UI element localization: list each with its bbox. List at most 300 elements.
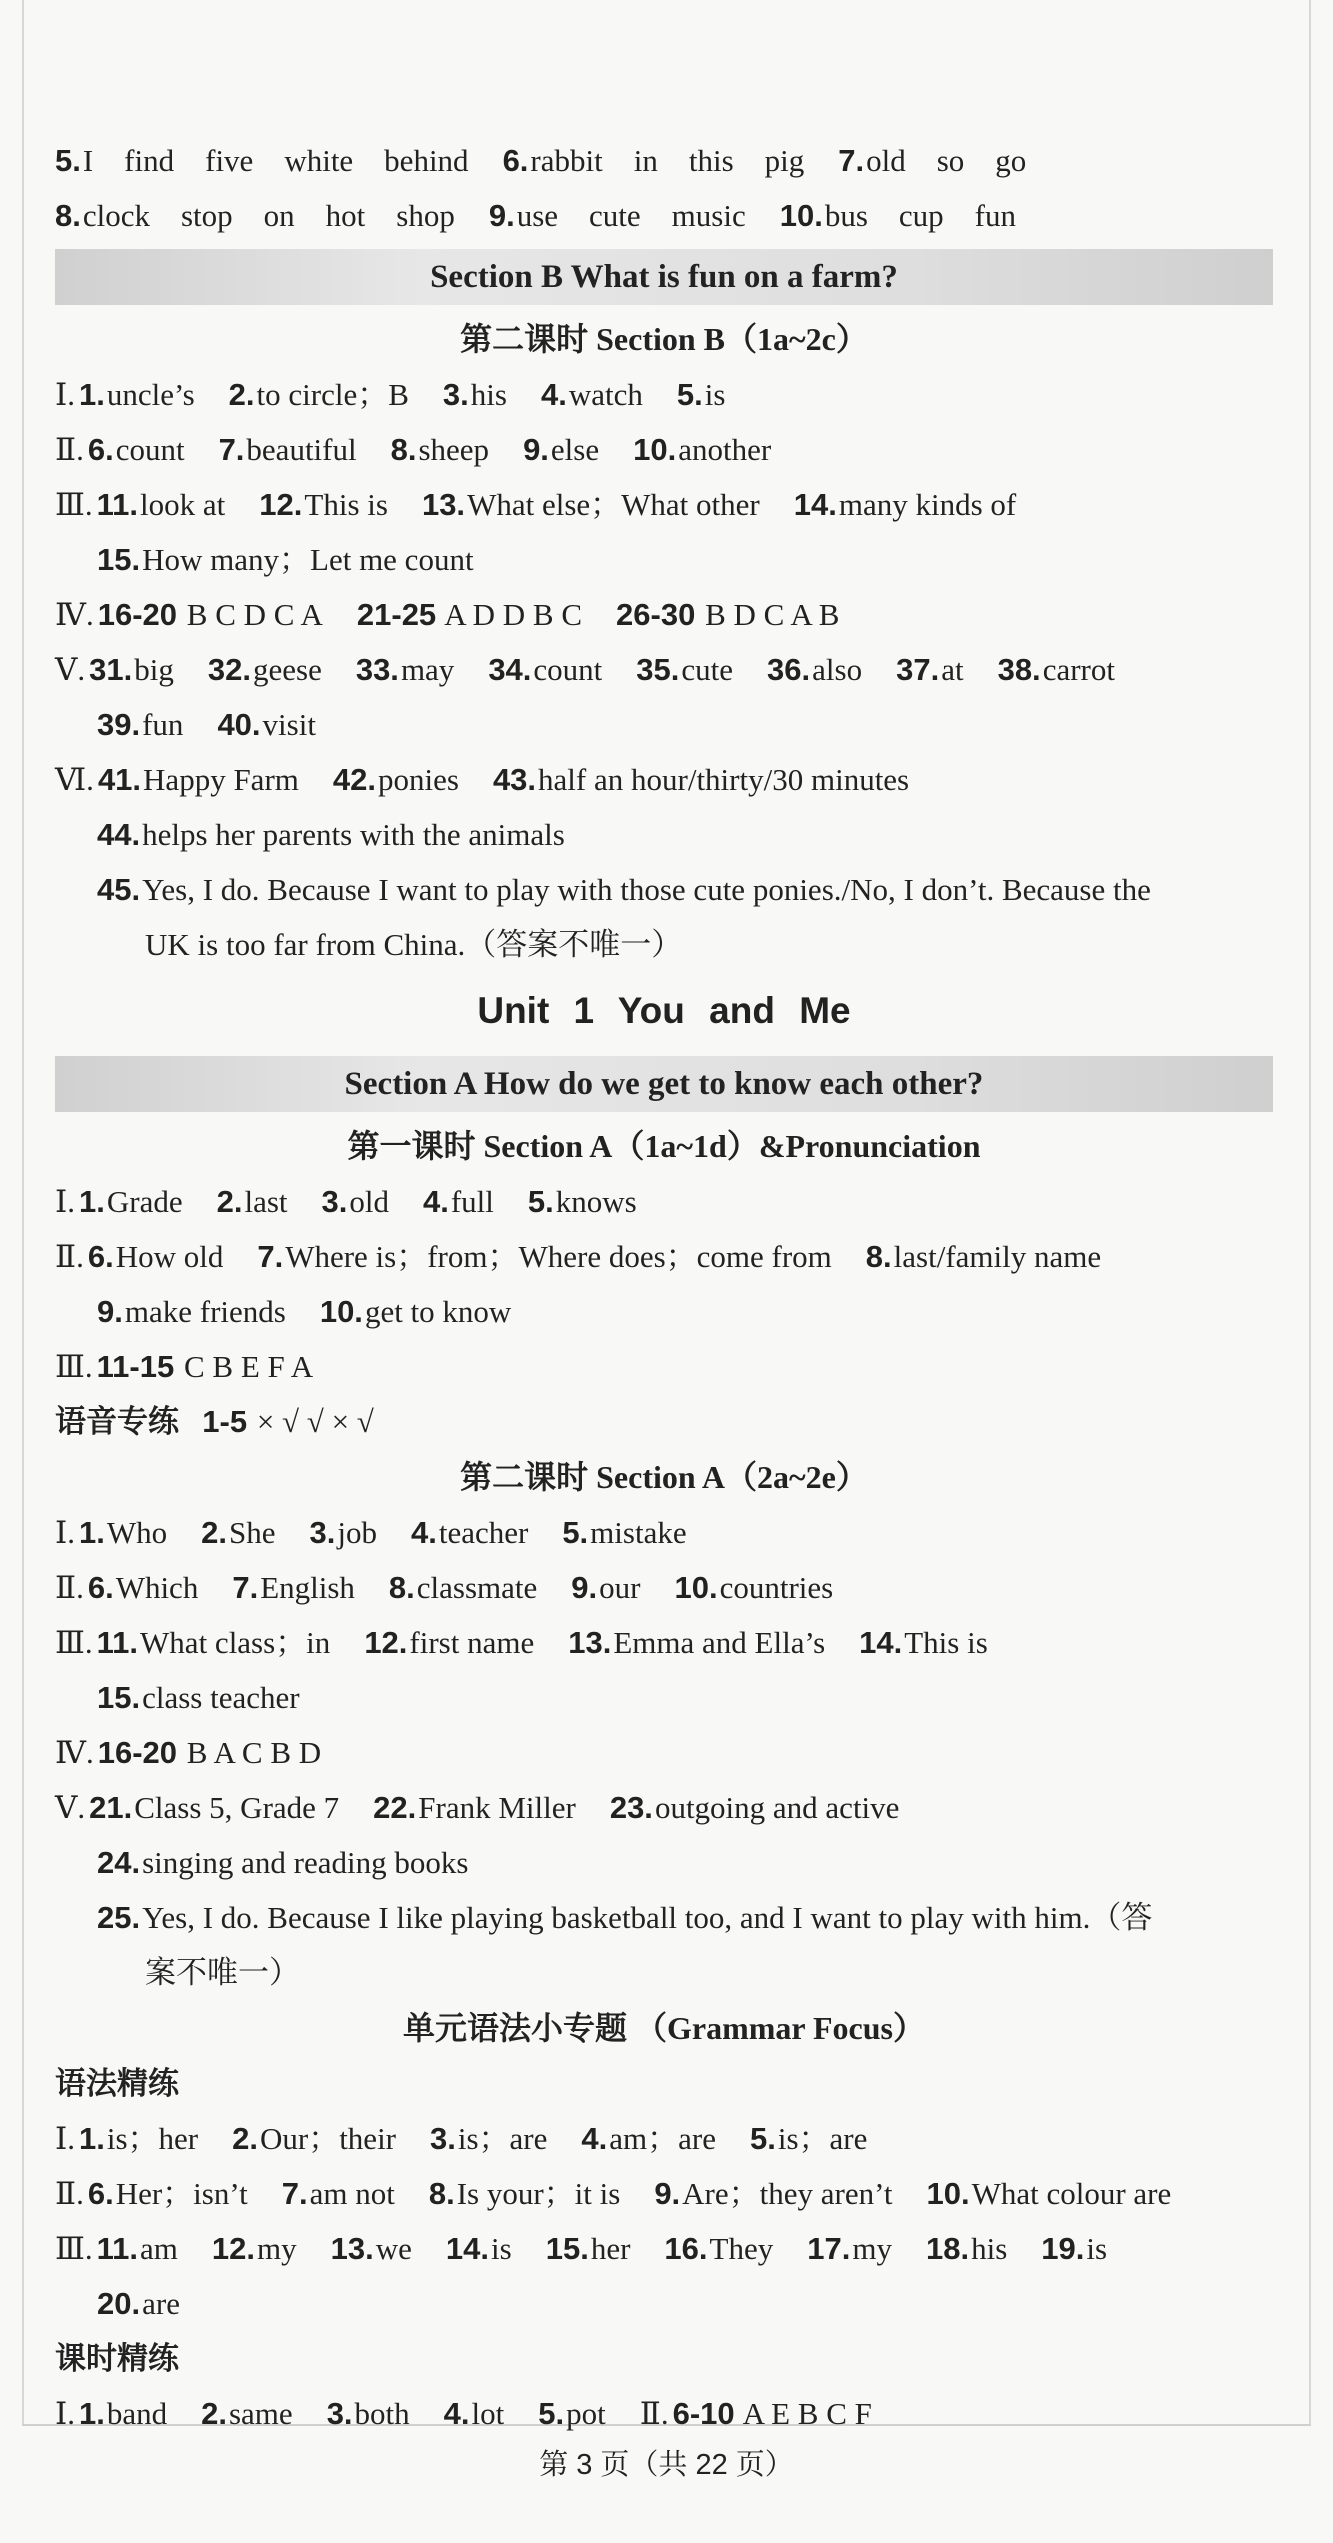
answer-item xyxy=(391,432,489,467)
answer-text: C B E F A xyxy=(176,1349,314,1384)
question-number: 33. xyxy=(355,652,399,687)
question-number: 5. xyxy=(676,377,703,412)
answer-item xyxy=(807,2231,892,2266)
answer-text: is；are xyxy=(457,2121,548,2156)
answer-line xyxy=(55,2221,1273,2276)
answer-item xyxy=(616,597,839,632)
a2-q25-line2: 案不唯一） xyxy=(145,1955,300,1990)
lesson-b-title: 第二课时 Section B（1a~2c） xyxy=(460,321,868,357)
answer-text: mistake xyxy=(590,1515,687,1550)
answer-text: A E B C F xyxy=(736,2396,872,2431)
answer-text: my xyxy=(257,2231,297,2266)
question-number: 6. xyxy=(87,1570,114,1605)
pronunciation-label: 语音专练 xyxy=(55,1404,179,1439)
answer-text: look at xyxy=(140,487,226,522)
question-number: 15. xyxy=(97,542,141,577)
answer-item xyxy=(541,377,643,412)
answer-item xyxy=(333,762,459,797)
answer-text: carrot xyxy=(1042,652,1115,687)
roman-numeral: Ⅲ. xyxy=(55,1625,93,1660)
answer-line xyxy=(55,422,1273,477)
answer-item xyxy=(633,432,771,467)
answer-text: another xyxy=(678,432,772,467)
answer-item xyxy=(327,2396,410,2431)
answer-text: full xyxy=(450,1184,494,1219)
question-number: 40. xyxy=(217,707,261,742)
a2-q25-line1: 25.Yes, I do. Because I like playing basketball too, and I want to play with him.（答 xyxy=(97,1900,1153,1935)
left-border xyxy=(22,0,24,2425)
answer-item xyxy=(79,1184,183,1219)
answer-item xyxy=(257,1239,831,1274)
right-border xyxy=(1309,0,1311,2425)
question-number: 5. xyxy=(55,143,81,178)
question-number: 11-15 xyxy=(96,1349,175,1384)
answer-text: first name xyxy=(409,1625,535,1660)
answer-item xyxy=(232,1570,355,1605)
answer-item xyxy=(423,1184,494,1219)
question-number: 15. xyxy=(97,1680,141,1715)
question-number: 8. xyxy=(55,198,81,233)
answer-text: Where is；from；Where does；come from xyxy=(285,1239,832,1274)
answer-text: at xyxy=(941,652,964,687)
b-q45-line2: UK is too far from China.（答案不唯一） xyxy=(145,927,683,962)
answer-text: we xyxy=(375,2231,412,2266)
answer-text: is xyxy=(491,2231,512,2266)
answer-text: use cute music xyxy=(516,198,746,233)
question-number: 11. xyxy=(96,487,139,522)
answer-text: is xyxy=(1086,2231,1108,2266)
question-number: 7. xyxy=(218,432,245,467)
answer-line xyxy=(55,1615,1273,1670)
answer-item xyxy=(88,1570,199,1605)
answer-item xyxy=(98,597,323,632)
question-number: 16-20 xyxy=(97,597,178,632)
grammar-label-2: 课时精练 xyxy=(55,2341,179,2376)
answer-text: Frank Miller xyxy=(418,1790,576,1825)
b-q45-line1: 45.Yes, I do. Because I want to play with those cute ponies./No, I don’t. Because the xyxy=(97,872,1151,907)
answer-text: rabbit in this pig xyxy=(530,143,805,178)
answer-item xyxy=(97,487,226,522)
question-number: 6. xyxy=(87,1239,114,1274)
answer-item xyxy=(88,2176,248,2211)
answer-item xyxy=(998,652,1115,687)
answer-text: is xyxy=(704,377,726,412)
answer-item xyxy=(322,1184,389,1219)
answer-item xyxy=(538,2396,605,2431)
answer-item xyxy=(320,1294,511,1329)
question-number: 9. xyxy=(571,1570,598,1605)
question-number: 21-25 xyxy=(356,597,437,632)
answer-item xyxy=(97,2286,180,2321)
question-number: 9. xyxy=(654,2176,681,2211)
answer-item xyxy=(282,2176,395,2211)
answer-text: Grade xyxy=(106,1184,183,1219)
question-number: 14. xyxy=(445,2231,490,2266)
question-number: 32. xyxy=(207,652,251,687)
answer-text: geese xyxy=(252,652,322,687)
question-number: 21. xyxy=(89,1790,133,1825)
question-number: 8. xyxy=(390,432,417,467)
question-number: 7. xyxy=(257,1239,284,1274)
question-number: 15. xyxy=(545,2231,589,2266)
question-number: 7. xyxy=(232,1570,259,1605)
answer-text: bus cup fun xyxy=(824,198,1016,233)
answer-item xyxy=(546,2231,631,2266)
answer-item xyxy=(794,487,1016,522)
answer-item xyxy=(926,2176,1171,2211)
answer-text: countries xyxy=(719,1570,834,1605)
question-number: 9. xyxy=(97,1294,123,1329)
question-number: 4. xyxy=(410,1515,437,1550)
answer-content xyxy=(55,133,1273,2441)
answer-item xyxy=(208,652,322,687)
answer-text: singing and reading books xyxy=(142,1845,469,1880)
answer-line xyxy=(55,587,1273,642)
answer-item xyxy=(373,1790,576,1825)
answer-item xyxy=(98,1735,321,1770)
question-number: 7. xyxy=(838,143,865,178)
question-number: 43. xyxy=(492,762,537,797)
answer-item xyxy=(926,2231,1007,2266)
answer-item xyxy=(664,2231,773,2266)
grammar-title: 单元语法小专题 （Grammar Focus） xyxy=(402,2010,926,2046)
question-number: 4. xyxy=(423,1184,449,1219)
answer-text: half an hour/thirty/30 minutes xyxy=(538,762,910,797)
answer-text: last xyxy=(244,1184,288,1219)
answer-text: outgoing and active xyxy=(654,1790,900,1825)
answer-item xyxy=(780,198,1016,233)
answer-line xyxy=(55,1780,1273,1835)
question-number: 5. xyxy=(562,1515,589,1550)
answer-text: helps her parents with the animals xyxy=(142,817,565,852)
answer-text: band xyxy=(106,2396,168,2431)
answer-item xyxy=(767,652,862,687)
answer-item xyxy=(571,1570,640,1605)
question-number: 20. xyxy=(97,2286,141,2321)
question-number: 1. xyxy=(79,1515,105,1550)
question-number: 19. xyxy=(1041,2231,1085,2266)
answer-item xyxy=(674,1570,833,1605)
roman-numeral: Ⅱ. xyxy=(639,2396,669,2431)
answer-text: also xyxy=(812,652,863,687)
question-number: 1. xyxy=(79,1184,105,1219)
answer-item xyxy=(357,597,582,632)
answer-text: What else；What other xyxy=(467,487,760,522)
question-number: 31. xyxy=(89,652,133,687)
question-number: 1. xyxy=(79,2121,105,2156)
answer-text: same xyxy=(228,2396,293,2431)
answer-line xyxy=(55,2276,1273,2331)
answer-text: She xyxy=(228,1515,276,1550)
grammar-answers xyxy=(55,2111,1273,2331)
section-b-banner: Section B What is fun on a farm? xyxy=(55,249,1273,305)
answer-item xyxy=(229,377,409,412)
answer-line xyxy=(55,1670,1273,1725)
answer-text: ponies xyxy=(378,762,459,797)
answer-item xyxy=(97,707,183,742)
question-number: 41. xyxy=(97,762,142,797)
answer-text: is；are xyxy=(777,2121,868,2156)
question-number: 6. xyxy=(502,143,529,178)
answer-item xyxy=(677,377,726,412)
answer-text: are xyxy=(142,2286,180,2321)
answer-text: What colour are xyxy=(971,2176,1172,2211)
question-number: 4. xyxy=(540,377,567,412)
question-number: 13. xyxy=(421,487,466,522)
answer-text: How many；Let me count xyxy=(142,542,474,577)
answer-item xyxy=(610,1790,900,1825)
answer-line xyxy=(55,2111,1273,2166)
question-number: 3. xyxy=(442,377,469,412)
answer-text: B A C B D xyxy=(179,1735,322,1770)
answer-text: watch xyxy=(568,377,643,412)
question-number: 4. xyxy=(443,2396,470,2431)
answer-text: clock stop on hot shop xyxy=(82,198,455,233)
question-number: 1. xyxy=(79,2396,105,2431)
answer-item xyxy=(232,2121,396,2156)
question-number: 2. xyxy=(228,377,255,412)
question-number: 2. xyxy=(201,1515,227,1550)
question-number: 10. xyxy=(779,198,823,233)
page-footer: 第 3 页（共 22 页） xyxy=(539,2449,794,2481)
answer-line xyxy=(55,1284,1273,1339)
question-number: 9. xyxy=(488,198,515,233)
answer-item xyxy=(79,2396,167,2431)
answer-line xyxy=(55,1229,1273,1284)
answer-text: Is your；it is xyxy=(456,2176,621,2211)
answer-text: Her；isn’t xyxy=(115,2176,248,2211)
answer-item xyxy=(97,2231,178,2266)
answer-item xyxy=(489,198,746,233)
answer-item xyxy=(97,817,565,852)
answer-item xyxy=(259,487,388,522)
question-number: 16-20 xyxy=(97,1735,178,1770)
question-number: 9. xyxy=(523,432,549,467)
question-number: 2. xyxy=(201,2396,227,2431)
roman-numeral: Ⅰ. xyxy=(55,377,75,412)
roman-numeral: Ⅲ. xyxy=(55,1349,93,1384)
answer-text: class teacher xyxy=(142,1680,300,1715)
answer-item xyxy=(97,1349,314,1384)
roman-numeral: Ⅵ. xyxy=(55,762,94,797)
question-number: 24. xyxy=(97,1845,141,1880)
answer-text: get to know xyxy=(364,1294,512,1329)
roman-numeral: Ⅲ. xyxy=(55,487,93,522)
answer-item xyxy=(79,377,195,412)
answer-text: his xyxy=(971,2231,1008,2266)
unit-title: Unit 1 You and Me xyxy=(477,990,851,1031)
answer-item xyxy=(859,1625,988,1660)
answer-text: make friends xyxy=(124,1294,286,1329)
answer-item xyxy=(838,143,1026,178)
question-number: 37. xyxy=(896,652,940,687)
answer-item xyxy=(201,2396,293,2431)
answer-text: job xyxy=(337,1515,377,1550)
answer-line xyxy=(55,1505,1273,1560)
answer-text: lot xyxy=(471,2396,505,2431)
answer-text: count xyxy=(115,432,185,467)
question-number: 6. xyxy=(87,432,114,467)
question-number: 12. xyxy=(259,487,303,522)
answer-text: knows xyxy=(555,1184,637,1219)
answer-line xyxy=(55,2166,1273,2221)
answer-item xyxy=(309,1515,376,1550)
answer-text: fun xyxy=(142,707,184,742)
answer-item xyxy=(528,1184,637,1219)
question-number: 3. xyxy=(326,2396,353,2431)
pronunciation-line: 语音专练 1-5 × √ √ × √ xyxy=(55,1404,374,1439)
question-number: 5. xyxy=(538,2396,565,2431)
roman-numeral: Ⅰ. xyxy=(55,2396,75,2431)
answer-text: big xyxy=(134,652,174,687)
roman-numeral: Ⅳ. xyxy=(55,1735,94,1770)
question-number: 22. xyxy=(373,1790,417,1825)
answer-text: classmate xyxy=(416,1570,538,1605)
question-number: 8. xyxy=(388,1570,415,1605)
answer-item xyxy=(488,652,602,687)
answer-line xyxy=(55,1174,1273,1229)
answer-text: A D D B C xyxy=(438,597,583,632)
answer-item xyxy=(89,652,174,687)
answer-item xyxy=(364,1625,534,1660)
question-number: 38. xyxy=(997,652,1041,687)
answer-item xyxy=(411,1515,528,1550)
question-number: 11. xyxy=(96,2231,139,2266)
roman-numeral: Ⅱ. xyxy=(55,1570,84,1605)
answer-text: They xyxy=(709,2231,774,2266)
answer-text: I find five white behind xyxy=(82,143,469,178)
answer-text: How old xyxy=(115,1239,224,1274)
answer-item xyxy=(89,1790,339,1825)
answer-item xyxy=(654,2176,892,2211)
section-a-banner: Section A How do we get to know each other? xyxy=(55,1056,1273,1112)
question-number: 14. xyxy=(793,487,837,522)
answer-item xyxy=(444,2396,505,2431)
answer-item xyxy=(97,1625,331,1660)
answer-text: cute xyxy=(681,652,734,687)
answer-item xyxy=(217,1184,288,1219)
lesson-a2-title: 第二课时 Section A（2a~2e） xyxy=(460,1459,868,1495)
answer-item xyxy=(673,2396,872,2431)
question-number: 18. xyxy=(925,2231,970,2266)
question-number: 42. xyxy=(332,762,376,797)
question-number: 10. xyxy=(633,432,677,467)
answer-text: Are；they aren’t xyxy=(682,2176,893,2211)
answer-text: am not xyxy=(309,2176,395,2211)
lesson-a1-title: 第一课时 Section A（1a~1d）&Pronunciation xyxy=(347,1128,981,1164)
question-number: 10. xyxy=(926,2176,970,2211)
question-number: 34. xyxy=(488,652,532,687)
answer-line xyxy=(55,642,1273,697)
answer-item xyxy=(750,2121,867,2156)
answer-line xyxy=(55,133,1273,188)
question-number: 7. xyxy=(281,2176,308,2211)
question-number: 10. xyxy=(674,1570,718,1605)
last-answer-line xyxy=(55,2386,1273,2441)
answer-text: else xyxy=(550,432,600,467)
answer-item xyxy=(55,198,455,233)
question-number: 13. xyxy=(330,2231,374,2266)
answer-item xyxy=(97,542,474,577)
question-number: 17. xyxy=(807,2231,851,2266)
answer-item xyxy=(88,1239,224,1274)
answer-item xyxy=(331,2231,412,2266)
answer-item xyxy=(219,432,357,467)
roman-numeral: Ⅱ. xyxy=(55,432,84,467)
answer-item xyxy=(79,2121,198,2156)
answer-item xyxy=(581,2121,716,2156)
answer-text: Emma and Ella’s xyxy=(613,1625,826,1660)
answer-item xyxy=(356,652,454,687)
question-number: 26-30 xyxy=(616,597,696,632)
top-answer-lines xyxy=(55,133,1273,243)
question-number: 6-10 xyxy=(672,2396,735,2431)
answer-item xyxy=(503,143,805,178)
answer-text: English xyxy=(260,1570,355,1605)
answer-item xyxy=(443,377,507,412)
pronunciation-answer: × √ √ × √ xyxy=(256,1404,374,1439)
answer-text: visit xyxy=(262,707,316,742)
question-number: 8. xyxy=(865,1239,892,1274)
lesson-a1-answers xyxy=(55,1174,1273,1394)
question-number: 2. xyxy=(232,2121,258,2156)
roman-numeral: Ⅴ. xyxy=(55,652,86,687)
answer-item xyxy=(217,707,316,742)
question-number: 1. xyxy=(79,377,105,412)
answer-text: to circle；B xyxy=(256,377,409,412)
section-b-answers xyxy=(55,367,1273,862)
question-number: 14. xyxy=(859,1625,903,1660)
answer-item xyxy=(429,2176,620,2211)
question-number: 4. xyxy=(581,2121,608,2156)
question-number: 16. xyxy=(664,2231,708,2266)
roman-numeral: Ⅰ. xyxy=(55,2121,75,2156)
answer-item xyxy=(562,1515,686,1550)
answer-text: sheep xyxy=(418,432,490,467)
answer-text: B D C A B xyxy=(697,597,840,632)
answer-item xyxy=(1041,2231,1107,2266)
answer-line xyxy=(55,1560,1273,1615)
answer-item xyxy=(98,762,299,797)
answer-text: Happy Farm xyxy=(143,762,299,797)
grammar-label-1: 语法精练 xyxy=(55,2066,179,2101)
answer-item xyxy=(446,2231,512,2266)
answer-line xyxy=(55,752,1273,807)
answer-item xyxy=(422,487,760,522)
answer-text: am xyxy=(140,2231,178,2266)
question-number: 13. xyxy=(568,1625,612,1660)
answer-item xyxy=(523,432,599,467)
answer-text: old so go xyxy=(866,143,1027,178)
answer-item xyxy=(88,432,185,467)
answer-text: Which xyxy=(115,1570,199,1605)
question-number: 44. xyxy=(97,817,141,852)
answer-text: may xyxy=(400,652,455,687)
answer-text: Who xyxy=(106,1515,168,1550)
answer-text: his xyxy=(470,377,507,412)
answer-text: is；her xyxy=(106,2121,199,2156)
answer-text: both xyxy=(354,2396,410,2431)
question-number: 5. xyxy=(749,2121,776,2156)
roman-numeral: Ⅳ. xyxy=(55,597,94,632)
answer-item xyxy=(493,762,909,797)
answer-line xyxy=(55,1339,1273,1394)
roman-numeral: Ⅱ. xyxy=(55,1239,84,1274)
answer-text: B C D C A xyxy=(179,597,323,632)
question-number: 2. xyxy=(216,1184,243,1219)
answer-line xyxy=(55,367,1273,422)
answer-line xyxy=(55,188,1273,243)
